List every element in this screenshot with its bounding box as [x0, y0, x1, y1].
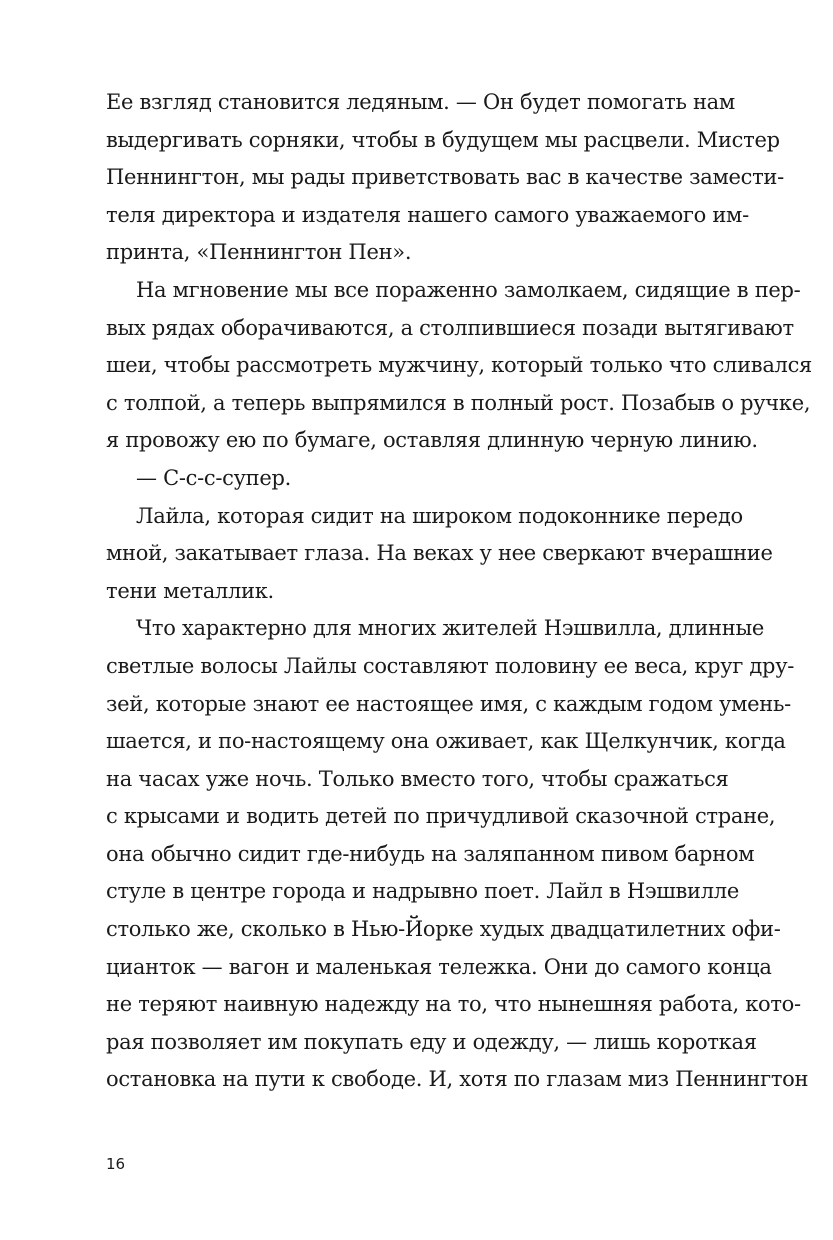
text-line: теля директора и издателя нашего самого уважаемого им- — [106, 202, 749, 227]
text-line: выдергивать сорняки, чтобы в будущем мы расцвели. Мистер — [106, 127, 780, 152]
text-line: — С-с-с-супер. — [136, 465, 292, 490]
text-line: на часах уже ночь. Только вместо того, чтобы сражаться — [106, 766, 729, 791]
text-line: остановка на пути к свободе. И, хотя по глазам миз Пеннингтон — [106, 1067, 809, 1092]
page-number: 16 — [106, 1155, 126, 1173]
text-line: Ее взгляд становится ледяным. — Он будет помогать нам — [106, 90, 735, 114]
text-line: не теряют наивную надежду на то, что нынешняя работа, кото- — [106, 992, 801, 1017]
text-line: я провожу ею по бумаге, оставляя длинную черную линию. — [106, 428, 758, 453]
text-line: она обычно сидит где-нибудь на заляпанном пивом барном — [106, 841, 755, 866]
text-line: тени металлик. — [106, 578, 274, 603]
text-line: зей, которые знают ее настоящее имя, с каждым годом умень- — [106, 691, 791, 716]
text-line: На мгновение мы все пораженно замолкаем, сидящие в пер- — [136, 277, 801, 302]
text-line: шеи, чтобы рассмотреть мужчину, который только что сливался — [106, 353, 812, 378]
text-line: цианток — вагон и маленькая тележка. Они до самого конца — [106, 954, 772, 979]
text-line: с толпой, а теперь выпрямился в полный рост. Позабыв о ручке, — [106, 390, 811, 415]
text-line: Лайла, которая сидит на широком подоконнике передо — [136, 503, 743, 528]
text-line: рая позволяет им покупать еду и одежду, — лишь короткая — [106, 1029, 757, 1054]
text-line: Что характерно для многих жителей Нэшвилла, длинные — [136, 616, 764, 641]
text-line: стуле в центре города и надрывно поет. Лайл в Нэшвилле — [106, 879, 739, 904]
text-line: принта, «Пеннингтон Пен». — [106, 240, 412, 265]
text-line: вых рядах оборачиваются, а столпившиеся позади вытягивают — [106, 315, 794, 340]
text-line: светлые волосы Лайлы составляют половину ее веса, круг дру- — [106, 653, 795, 678]
body-text — [106, 84, 812, 1099]
text-line: с крысами и водить детей по причудливой сказочной стране, — [106, 804, 776, 829]
text-line: мной, закатывает глаза. На веках у нее сверкают вчерашние — [106, 541, 773, 566]
text-line: столько же, сколько в Нью-Йорке худых двадцатилетних офи- — [106, 917, 781, 942]
text-line: шается, и по-настоящему она оживает, как Щелкунчик, когда — [106, 729, 786, 754]
text-line: Пеннингтон, мы рады приветствовать вас в качестве замести- — [106, 165, 784, 190]
